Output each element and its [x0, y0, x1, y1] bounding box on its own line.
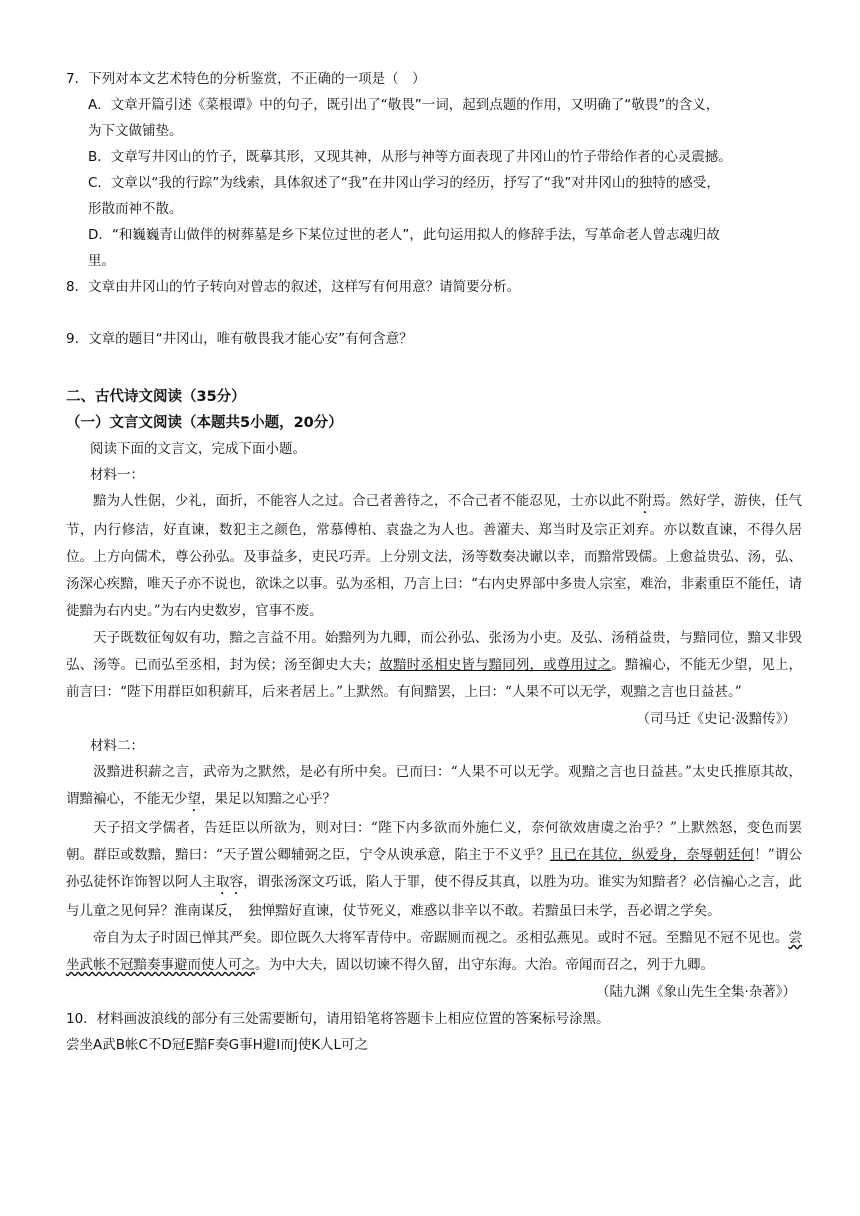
- reading-instruction: 阅读下面的文言文，完成下面小题。: [90, 441, 306, 457]
- source-citation: （陆九渊《象山先生全集·杂著》）: [595, 984, 796, 1000]
- subsection-title: （一）文言文阅读（本题共5小题，20分）: [66, 415, 343, 431]
- underlined-sentence: 故黯时丞相史皆与黯同列，或尊用过之: [379, 657, 612, 673]
- material-one-label: 材料一：: [90, 467, 144, 483]
- material-one-paragraph: [66, 625, 802, 706]
- material-one: [66, 462, 802, 733]
- dotted-word: 望: [187, 791, 201, 807]
- text-run: 。为中大夫，固以切谏不得久留，出守东海。大治。帝闻而召之，列于九卿。: [255, 957, 714, 973]
- text-run: 黯为人性倨，少礼，面折，不能容人之过。合己者善待之，不合己者不能忍见，士亦以此不: [93, 493, 639, 509]
- text-run: 帝自为太子时固已惮其严矣。即位既久大将军青侍中。帝踞厕而视之。丞相弘燕见。或时不冠。至黯见不冠不见也。: [93, 930, 789, 946]
- dotted-word: 取容: [215, 874, 244, 890]
- q7-option-c: C．文章以“我的行踪”为线索，具体叙述了“我”在井冈山学习的经历，抒写了“我”对井冈山的独特的感受，: [88, 175, 720, 191]
- material-two-paragraph: [66, 815, 802, 925]
- text-run: 焉。然好学，游侠，任气节，内行修洁，好直谏，数犯主之颜色，常慕傅柏、袁盎之为人也。善灌夫、郑当时及宗正刘弃。亦以数直谏，不得久居位。上方向儒术，尊公孙弘。及事益多，吏民巧弄。上分别文法，汤等数奏决谳以幸，而黯常毁儒。上愈益贵弘、汤，弘、汤深心疾黯，唯天子亦不说也，欲诛之以事。弘为丞相，乃言上曰：“右内史界部中多贵人宗室，难治，非素重臣不能任，请徙黯为右内史。”为右内史数岁，官事不废。: [66, 493, 803, 619]
- question-10-options: 尝坐A武B帐C不D冠E黯F奏G事H避I而J使K人L可之: [66, 1037, 369, 1053]
- q7-option-c-cont: 形散而神不散。: [88, 201, 183, 217]
- question-9: 9．文章的题目“井冈山，唯有敬畏我才能心安”有何含意？: [66, 331, 413, 347]
- dotted-word: 附: [638, 493, 653, 509]
- question-7: [66, 66, 802, 274]
- question-10: 10．材料画波浪线的部分有三处需要断句，请用铅笔将答题卡上相应位置的答案标号涂黑。: [66, 1011, 610, 1027]
- answer-space: [66, 300, 802, 326]
- material-two: [66, 733, 802, 1006]
- text-run: ！”谓公孙弘徒怀诈饰智以阿人主: [66, 847, 802, 890]
- q7-option-d-cont: 里。: [88, 253, 115, 269]
- text-run: ，谓张汤深文巧诋，陷人于罪，使不得反其真，以胜为功。谁实为知黯者？必信褊心之言，此与儿童之见何异？淮南谋反， 独惮黯好直谏，仗节死义，难惑以非辛以不敢。若黯虽曰未学，吾必谓之学矣。: [66, 874, 803, 919]
- text-run: 天子招文学儒者，告廷臣以所欲为，则对曰：“陛下内多欲而外施仁义，奈何欲效唐虞之治乎？”上默然怒，变色而罢朝。群臣或数黯，黯曰：“天子置公卿辅弼之臣，宁令从谀承意，陷主于不义乎？: [66, 820, 802, 863]
- q7-option-b: B．文章写井冈山的竹子，既摹其形，又现其神，从形与神等方面表现了井冈山的竹子带给作者的心灵震撼。: [88, 149, 732, 165]
- wavy-underlined-sentence: 尝坐武帐不冠黯奏事避而使人可之: [66, 930, 802, 973]
- q7-option-a-cont: 为下文做铺垫。: [88, 123, 183, 139]
- text-run: 天子既数征匈奴有功，黯之言益不用。始黯列为九卿，而公孙弘、张汤为小吏。及弘、汤稍益贵，与黯同位，黯又非毁弘、汤等。已而弘至丞相，封为侯；汤至御史大夫；: [66, 630, 802, 673]
- text-run: ，果足以知黯之心乎？: [201, 791, 336, 807]
- material-two-paragraph: [66, 925, 802, 979]
- material-two-paragraph: [66, 759, 802, 815]
- underlined-sentence: 且已在其位，纵爱身，奈辱朝廷何: [549, 847, 755, 863]
- q7-option-a: A．文章开篇引述《菜根谭》中的句子，既引出了“敬畏”一词，起到点题的作用，又明确了“敬畏”的含义，: [88, 97, 720, 113]
- q7-option-d: D．“和巍巍青山做伴的树葬墓是乡下某位过世的老人”，此句运用拟人的修辞手法，写革命老人曾志魂归故: [88, 227, 720, 243]
- material-two-label: 材料二：: [90, 738, 144, 754]
- section-title: 二、古代诗文阅读（35分）: [66, 389, 246, 405]
- material-one-paragraph: [66, 488, 802, 625]
- question-8: 8．文章由井冈山的竹子转向对曾志的叙述，这样写有何用意？请简要分析。: [66, 279, 521, 295]
- text-run: 汲黯进积薪之言，武帝为之默然，是必有所中矣。已而曰：“人果不可以无学。观黯之言也日益甚。”太史氏推原其故，谓黯褊心，不能无少: [66, 764, 802, 807]
- text-run: 。黯褊心，不能无少望，见上，前言曰：“陛下用群臣如积薪耳，后来者居上。”上默然。有间黯罢，上曰：“人果不可以无学，观黯之言也日益甚。”: [66, 657, 803, 700]
- q7-stem: 7．下列对本文艺术特色的分析鉴赏，不正确的一项是（ ）: [66, 71, 426, 87]
- source-citation: （司马迁《史记·汲黯传》）: [636, 711, 796, 727]
- answer-space: [66, 352, 802, 378]
- exam-page: [66, 66, 802, 1058]
